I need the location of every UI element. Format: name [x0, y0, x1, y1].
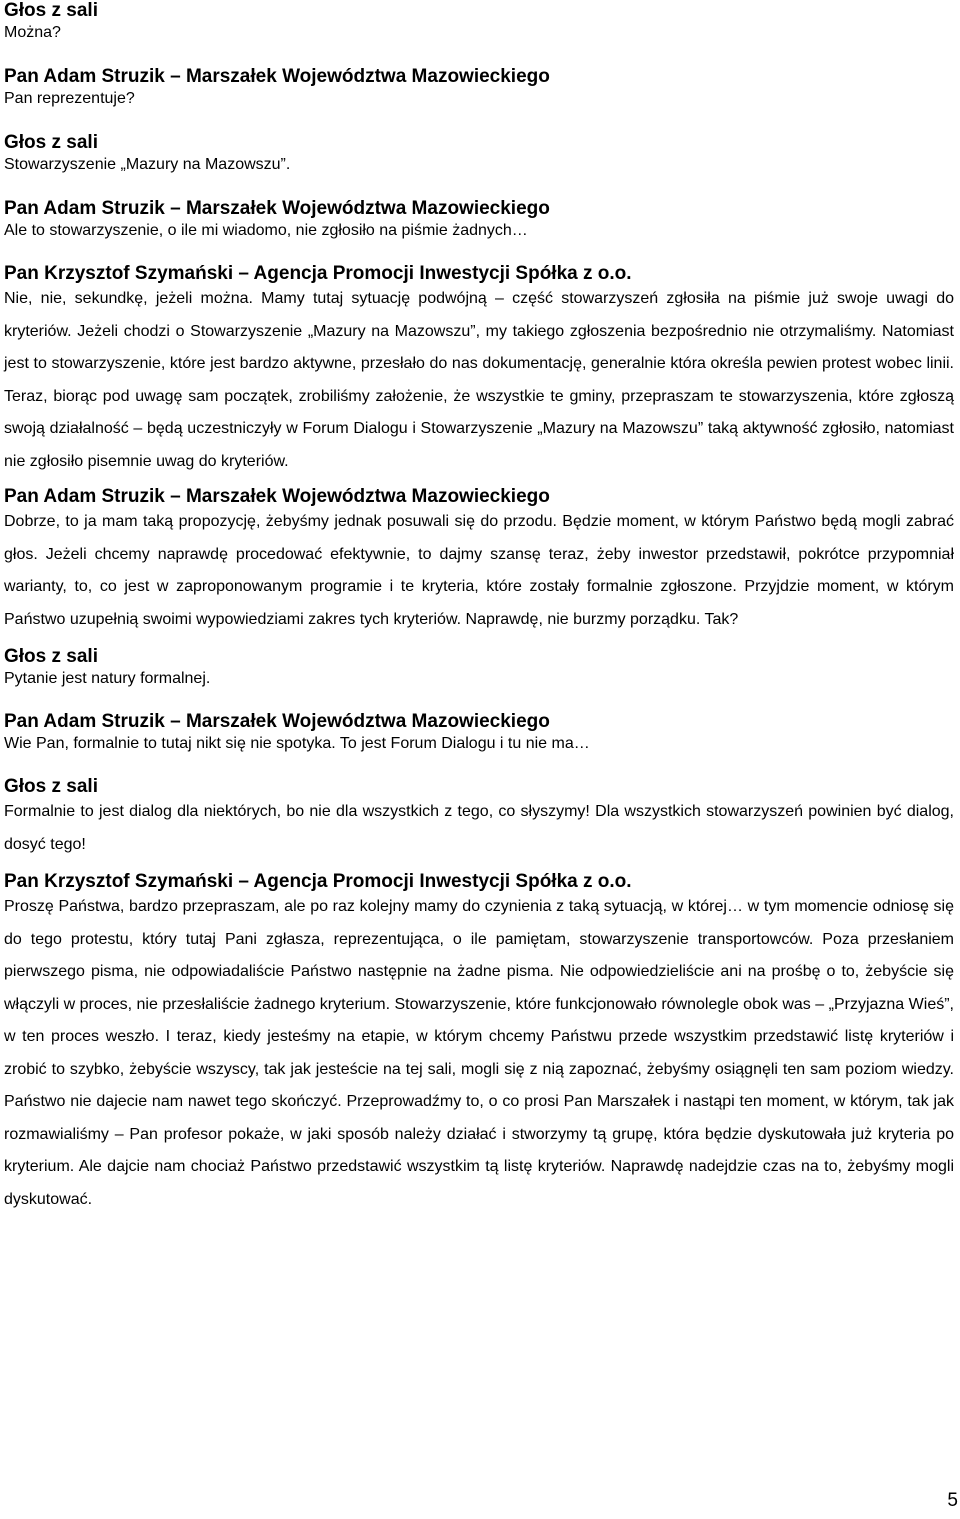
speaker-name: Pan Krzysztof Szymański – Agencja Promocji Inwestycji Spółka z o.o.	[4, 871, 632, 892]
utterance-text: Dobrze, to ja mam taką propozycję, żebyśmy jednak posuwali się do przodu. Będzie moment, w którym Państwo będą mogli zabrać głos. Jeżeli chcemy naprawdę procedować efektywnie, to dajmy szansę teraz, żeby inwestor przedstawił, pokrótce przypomniał warianty, to, co jest w zaproponowanym programie i te kryteria, które zostały formalnie zgłoszone. Przyjdzie moment, w którym Państwo uzupełnią swoimi wypowiedziami zakres tych kryteriów. Naprawdę, nie burzmy porządku. Tak?	[4, 513, 954, 628]
utterance-text: Pan reprezentuje?	[4, 90, 135, 107]
utterance-text: Pytanie jest natury formalnej.	[4, 670, 211, 687]
page-number: 5	[947, 1490, 958, 1511]
speaker-name: Pan Adam Struzik – Marszałek Województwa Mazowieckiego	[4, 66, 550, 87]
utterance-text: Proszę Państwa, bardzo przepraszam, ale po raz kolejny mamy do czynienia z taką sytuacją, w której… w tym momencie odniosę się do tego protestu, który tutaj Pani zgłasza, reprezentująca, o ile pamiętam, stowarzyszenie transportowców. Poza przesłaniem pierwszego pisma, nie odpowiadaliście Państwo następnie na żadne pisma. Nie odpowiedzieliście ani na prośbę o to, żebyście się włączyli w proces, nie przesłaliście żadnego kryterium. Stowarzyszenie, które funkcjonowało równolegle obok was – „Przyjazna Wieś”, w ten proces weszło. I teraz, kiedy jesteśmy na etapie, w którym chcemy Państwu przede wszystkim przedstawić listę kryteriów i zrobić to szybko, żebyście wszyscy, tak jak jesteście na tej sali, mogli się z nią zapoznać, żebyśmy osiągnęli ten sam poziom wiedzy. Państwo nie dajecie nam nawet tego skończyć. Przeprowadźmy to, o co prosi Pan Marszałek i nastąpi ten moment, w którym, tak jak rozmawialiśmy – Pan profesor pokaże, w jaki sposób należy działać i stworzymy tą grupę, która będzie dyskutowała już kryteria po kryterium. Ale dajcie nam chociaż Państwo przedstawić wszystkim tą listę kryteriów. Naprawdę nadejdzie czas na to, żebyśmy mogli dyskutować.	[4, 898, 954, 1208]
speaker-name: Pan Krzysztof Szymański – Agencja Promocji Inwestycji Spółka z o.o.	[4, 263, 632, 284]
transcript-block	[4, 66, 954, 109]
speaker-name: Głos z sali	[4, 646, 98, 667]
utterance-text: Stowarzyszenie „Mazury na Mazowszu”.	[4, 156, 291, 173]
document-page	[4, 0, 954, 1216]
speaker-name: Pan Adam Struzik – Marszałek Województwa Mazowieckiego	[4, 486, 550, 507]
transcript-block	[4, 486, 954, 636]
utterance-text: Wie Pan, formalnie to tutaj nikt się nie spotyka. To jest Forum Dialogu i tu nie ma…	[4, 735, 590, 752]
transcript-block	[4, 0, 954, 43]
transcript-block	[4, 198, 954, 241]
speaker-name: Głos z sali	[4, 0, 98, 21]
speaker-name: Głos z sali	[4, 776, 98, 797]
transcript-block	[4, 646, 954, 689]
utterance-text: Nie, nie, sekundkę, jeżeli można. Mamy tutaj sytuację podwójną – część stowarzyszeń zgłosiła na piśmie już swoje uwagi do kryteriów. Jeżeli chodzi o Stowarzyszenie „Mazury na Mazowszu”, my takiego zgłoszenia bezpośrednio nie otrzymaliśmy. Natomiast jest to stowarzyszenie, które jest bardzo aktywne, przesłało do nas dokumentację, generalnie która określa pewien protest wobec linii. Teraz, biorąc pod uwagę sam początek, zrobiliśmy założenie, że wszystkie te gminy, przepraszam te stowarzyszenia, które zgłoszą swoją działalność – będą uczestniczyły w Forum Dialogu i Stowarzyszenie „Mazury na Mazowszu” taką aktywność zgłosiło, natomiast nie zgłosiło pisemnie uwag do kryteriów.	[4, 290, 954, 470]
speaker-name: Głos z sali	[4, 132, 98, 153]
utterance-text: Formalnie to jest dialog dla niektórych, bo nie dla wszystkich z tego, co słyszymy! Dla wszystkich stowarzyszeń powinien być dialog, dosyć tego!	[4, 803, 954, 853]
transcript-block	[4, 711, 954, 754]
transcript-block	[4, 776, 954, 861]
utterance-text: Ale to stowarzyszenie, o ile mi wiadomo, nie zgłosiło na piśmie żadnych…	[4, 222, 528, 239]
speaker-name: Pan Adam Struzik – Marszałek Województwa Mazowieckiego	[4, 198, 550, 219]
transcript-block	[4, 132, 954, 175]
speaker-name: Pan Adam Struzik – Marszałek Województwa Mazowieckiego	[4, 711, 550, 732]
transcript-block	[4, 871, 954, 1216]
utterance-text: Można?	[4, 24, 61, 41]
transcript-block	[4, 263, 954, 478]
